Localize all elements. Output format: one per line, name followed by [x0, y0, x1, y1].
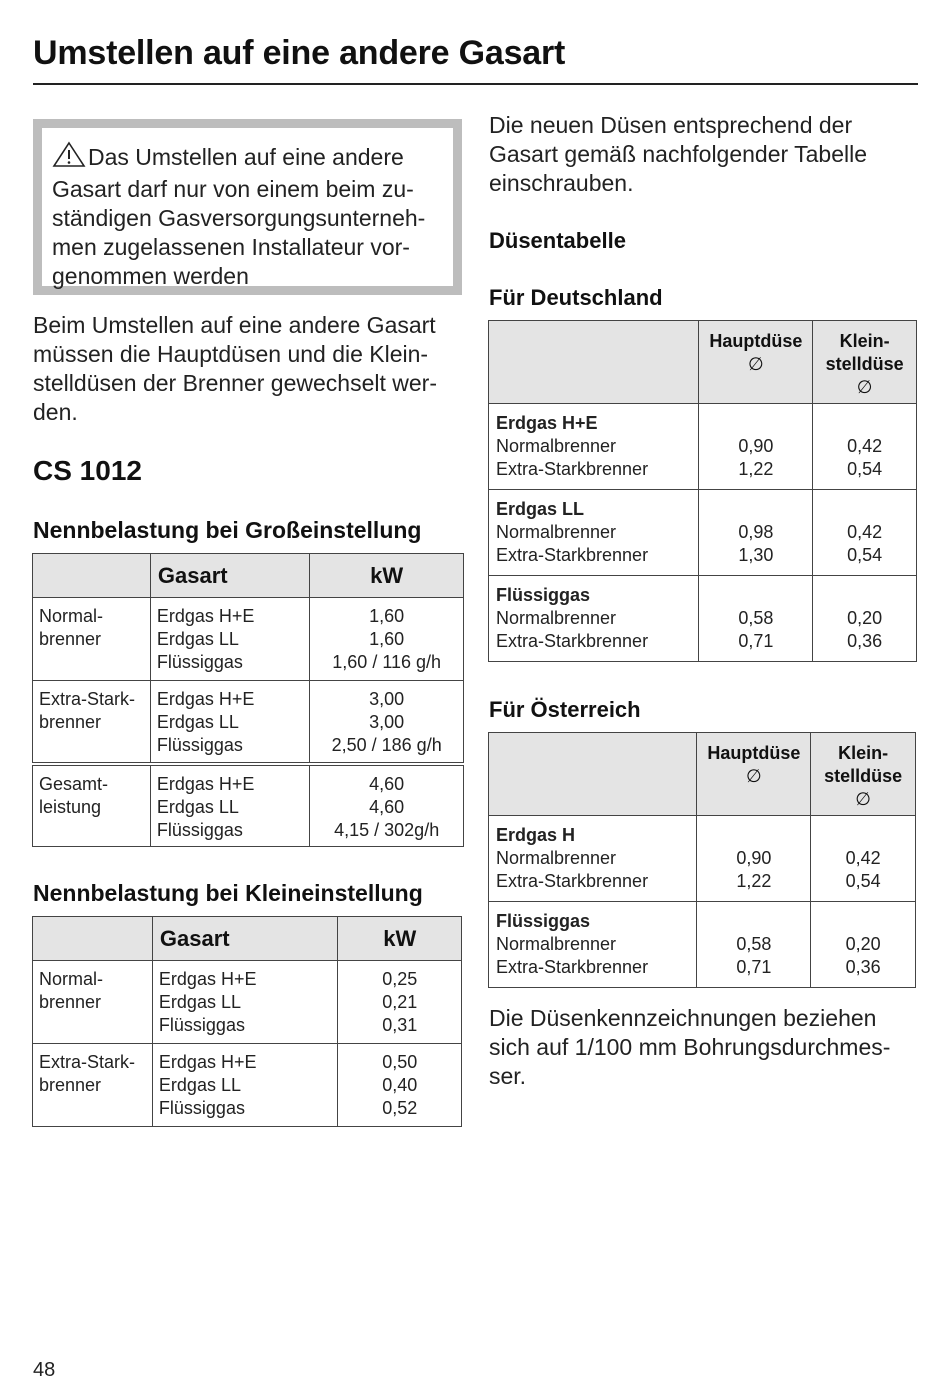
gross-table [32, 553, 464, 847]
header-kleinstellduese: Klein- stelldüse ∅ [811, 733, 916, 816]
row-values: 4,60 4,60 4,15 / 302g/h [310, 764, 464, 847]
header-hauptduese: Hauptdüse ∅ [699, 321, 813, 404]
header-empty [33, 917, 153, 961]
table-row [33, 961, 462, 1044]
table-header-row [33, 917, 462, 961]
row-group: Flüssiggas Normalbrenner Extra-Starkbrenner [489, 902, 697, 988]
row-values: 0,50 0,40 0,52 [338, 1044, 462, 1127]
oesterreich-heading: Für Österreich [489, 697, 641, 722]
duesentabelle-heading: Düsentabelle [489, 228, 626, 253]
row-group: Erdgas LL Normalbrenner Extra-Starkbrenner [489, 490, 699, 576]
deutschland-heading: Für Deutschland [489, 285, 663, 310]
page-number: 48 [33, 1359, 56, 1379]
gross-heading: Nennbelastung bei Großeinstellung [33, 517, 422, 543]
table-row [33, 764, 464, 847]
row-label: Normal- brenner [33, 598, 151, 681]
title-divider [33, 83, 918, 85]
row-haupt-values: 0,98 1,30 [699, 490, 813, 576]
row-klein-values: 0,42 0,54 [813, 490, 917, 576]
row-haupt-values: 0,58 0,71 [699, 576, 813, 662]
diameter-icon: ∅ [748, 354, 764, 374]
klein-table [32, 916, 462, 1127]
right-intro-paragraph: Die neuen Düsen entsprechend der Gasart gemäß nachfolgender Tabelle einschrauben. [489, 112, 868, 196]
row-gases: Erdgas H+E Erdgas LL Flüssiggas [152, 961, 338, 1044]
row-group: Flüssiggas Normalbrenner Extra-Starkbrenner [489, 576, 699, 662]
header-empty [489, 321, 699, 404]
header-gasart: Gasart [150, 554, 309, 598]
row-group: Erdgas H Normalbrenner Extra-Starkbrenner [489, 816, 697, 902]
header-empty [33, 554, 151, 598]
table-header-row [489, 321, 917, 404]
warning-text [52, 141, 453, 291]
row-klein-values: 0,42 0,54 [811, 816, 916, 902]
row-klein-values: 0,20 0,36 [811, 902, 916, 988]
table-row [489, 404, 917, 490]
row-label: Gesamt- leistung [33, 764, 151, 847]
klein-heading: Nennbelastung bei Kleineinstellung [33, 880, 423, 906]
row-values: 1,60 1,60 1,60 / 116 g/h [310, 598, 464, 681]
table-row [33, 598, 464, 681]
row-label: Normal- brenner [33, 961, 153, 1044]
warning-body: Das Umstellen auf eine andere Gasart darf nur von einem beim zu- ständigen Gasversorgungsunterneh- men zugelassenen Installateur vor- genommen werden [52, 144, 426, 289]
row-klein-values: 0,42 0,54 [813, 404, 917, 490]
row-gases: Erdgas H+E Erdgas LL Flüssiggas [150, 681, 309, 764]
table-row [489, 816, 916, 902]
footnote-paragraph: Die Düsenkennzeichnungen beziehen sich auf 1/100 mm Bohrungsdurchmes- ser. [489, 1005, 891, 1089]
table-header-row [33, 554, 464, 598]
row-haupt-values: 0,58 0,71 [697, 902, 811, 988]
table-row [489, 490, 917, 576]
row-group: Erdgas H+E Normalbrenner Extra-Starkbrenner [489, 404, 699, 490]
header-gasart: Gasart [152, 917, 338, 961]
warning-box [33, 119, 462, 295]
intro-paragraph: Beim Umstellen auf eine andere Gasart müssen die Hauptdüsen und die Klein- stelldüsen der Brenner gewechselt wer- den. [33, 312, 437, 425]
row-haupt-values: 0,90 1,22 [697, 816, 811, 902]
row-label: Extra-Stark- brenner [33, 1044, 153, 1127]
row-values: 3,00 3,00 2,50 / 186 g/h [310, 681, 464, 764]
table-row [489, 902, 916, 988]
header-kw: kW [338, 917, 462, 961]
model-heading: CS 1012 [33, 455, 142, 486]
row-values: 0,25 0,21 0,31 [338, 961, 462, 1044]
warning-triangle-icon [52, 141, 86, 175]
row-gases: Erdgas H+E Erdgas LL Flüssiggas [150, 598, 309, 681]
row-label: Extra-Stark- brenner [33, 681, 151, 764]
diameter-icon: ∅ [856, 377, 873, 397]
table-row [33, 681, 464, 764]
page-title: Umstellen auf eine andere Gasart [33, 34, 566, 72]
diameter-icon: ∅ [746, 766, 762, 786]
header-hauptduese: Hauptdüse ∅ [697, 733, 811, 816]
table-row [489, 576, 917, 662]
table-row [33, 1044, 462, 1127]
table-header-row [489, 733, 916, 816]
header-empty [489, 733, 697, 816]
deutschland-table [488, 320, 917, 662]
oesterreich-table [488, 732, 916, 988]
row-haupt-values: 0,90 1,22 [699, 404, 813, 490]
diameter-icon: ∅ [855, 789, 871, 809]
header-kleinstellduese: Klein- stelldüse ∅ [813, 321, 917, 404]
row-klein-values: 0,20 0,36 [813, 576, 917, 662]
row-gases: Erdgas H+E Erdgas LL Flüssiggas [152, 1044, 338, 1127]
header-kw: kW [310, 554, 464, 598]
row-gases: Erdgas H+E Erdgas LL Flüssiggas [150, 764, 309, 847]
